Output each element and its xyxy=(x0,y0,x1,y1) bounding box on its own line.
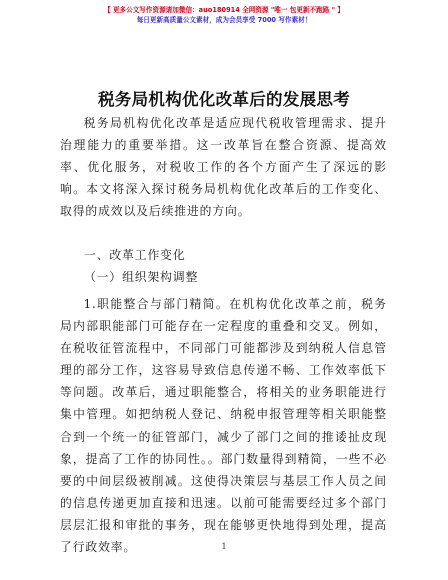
intro-paragraph: 税务局机构优化改革是适应现代税收管理需求、提升治理能力的重要举措。这一改革旨在整合资源、提高效率、优化服务，对税收工作的各个方面产生了深远的影响。本文将深入探讨税务局机构优化改革后的工作变化、取得的成效以及后续推进的方向。 xyxy=(60,116,387,219)
section-heading: 一、改革工作变化 xyxy=(84,248,186,262)
promo-banner-line-1: 【 更多公文写作资源请加微信：auo180914 全网资源 "唯一 包更新不跑路 " 】 xyxy=(104,6,344,14)
promo-banner xyxy=(0,5,448,25)
body-paragraph: 1.职能整合与部门精简。在机构优化改革之前，税务局内部职能部门可能存在一定程度的重叠和交叉。例如，在税收征管流程中，不同部门可能都涉及到纳税人信息管理的部分工作，这容易导致信息传递不畅、工作效率低下等问题。改革后，通过职能整合，将相关的业务职能进行集中管理。如把纳税人登记、纳税申报管理等相关职能整合到一个统一的征管部门，减少了部门之间的推诿扯皮现象，提高了工作的协同性。。部门数量得到精简，一些不必要的中间层级被削减。这使得决策层与基层工作人员之间的信息传递更加直接和迅速。以前可能需要经过多个部门层层汇报和审批的事务，现在能够更快地得到处理，提高了行政效率。 xyxy=(60,297,387,555)
promo-banner-line-2: 每日更新高质量公文素材，成为会员享受 7000 写作素材！ xyxy=(136,16,312,24)
document-title: 税务局机构优化改革后的发展思考 xyxy=(98,90,350,109)
page-number: 1 xyxy=(221,542,227,551)
subsection-heading: （一）组织架构调整 xyxy=(84,270,199,284)
